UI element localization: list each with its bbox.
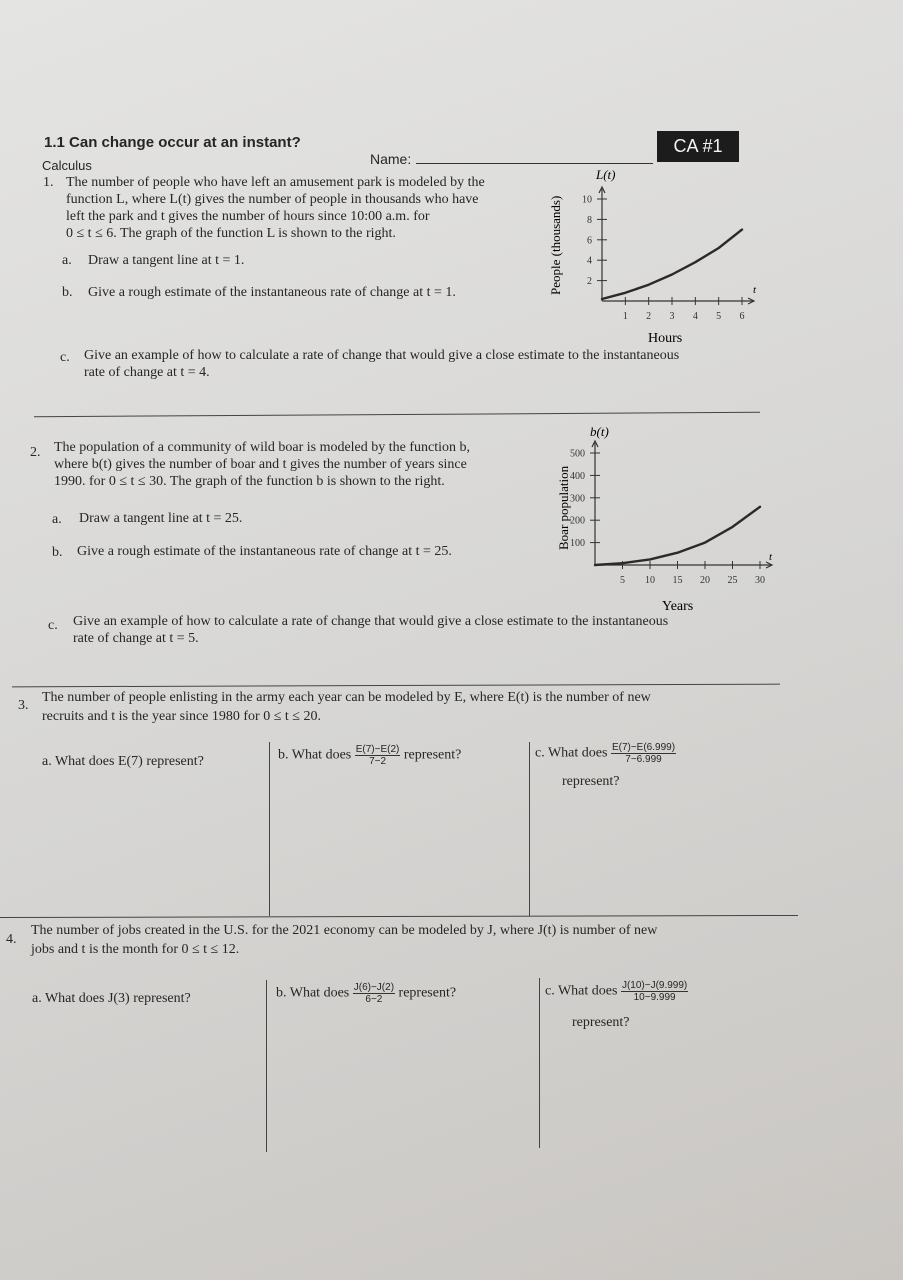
x-tick-label: 2 [646,311,652,322]
y-tick-label: 2 [587,276,592,288]
divider [34,412,760,417]
subject-label: Calculus [42,158,92,173]
q4c-pre: c. What does [545,983,618,999]
q4-number: 4. [6,932,17,947]
q4c-num: J(10)−J(9.999) [621,980,688,991]
q4c-text [545,980,688,1003]
x-tick-label: 5 [716,311,722,322]
q1c-text [84,347,784,381]
q4b-text [276,982,456,1005]
q3-prompt [42,689,782,725]
x-tick-label: 6 [739,311,745,322]
worksheet-title: 1.1 Can change occur at an instant? [44,134,301,151]
name-field-line[interactable] [416,163,653,164]
q1-prompt [66,174,536,242]
q1a-text: Draw a tangent line at t = 1. [88,253,245,268]
chart-b-ylabel: Boar population [556,465,571,550]
q2a-label: a. [52,512,62,527]
column-divider [539,978,540,1148]
q4b-den: 6−2 [365,994,383,1005]
q4a-text: a. What does J(3) represent? [32,991,191,1006]
y-tick-label: 10 [582,194,592,206]
chart-L-xvar: t [753,284,757,296]
q3c-text [535,742,676,765]
q1c-line: Give an example of how to calculate a rate of change that would give a close estimate to the instantaneous [84,348,680,363]
q1-line: function L, where L(t) gives the number of people in thousands who have [66,192,479,207]
q4b-pre: b. What does [276,985,350,1001]
q4b-fraction [353,982,395,1005]
chart-b-xvar: t [769,551,773,563]
q3b-num: E(7)−E(2) [355,744,400,755]
y-tick-label: 500 [570,448,585,460]
q4b-num: J(6)−J(2) [353,982,395,993]
q1-line: 0 ≤ t ≤ 6. The graph of the function L is shown to the right. [66,226,396,241]
q3b-den: 7−2 [369,756,387,767]
q2b-text: Give a rough estimate of the instantaneous rate of change at t = 25. [77,544,452,559]
q1-line: left the park and t gives the number of hours since 10:00 a.m. for [66,209,430,224]
y-tick-label: 300 [570,493,585,505]
x-tick-label: 1 [622,311,628,322]
q2c-line: rate of change at t = 5. [73,631,199,646]
q3b-fraction [355,744,401,767]
x-tick-label: 10 [645,575,655,586]
q4c-den: 10−9.999 [633,992,676,1003]
x-tick-label: 5 [620,575,625,586]
q4-line: jobs and t is the month for 0 ≤ t ≤ 12. [31,942,240,957]
q3c-den: 7−6.999 [625,754,662,765]
x-tick-label: 25 [727,575,738,586]
q3b-text [278,744,461,767]
x-tick-label: 3 [669,311,675,322]
q2c-text [73,613,778,647]
q3b-post: represent? [403,747,462,763]
q2-line: The population of a community of wild boar is modeled by the function b, [54,440,471,455]
y-tick-label: 100 [570,538,585,550]
q1c-line: rate of change at t = 4. [84,365,210,380]
q3c-post: represent? [562,774,620,789]
chart-L-ylabel: People (thousands) [548,195,563,295]
q2c-label: c. [48,618,58,633]
x-tick-label: 15 [672,575,683,586]
q1b-text: Give a rough estimate of the instantaneous rate of change at t = 1. [88,285,456,300]
q2-line: where b(t) gives the number of boar and t gives the number of years since [54,457,467,472]
y-tick-label: 4 [587,255,592,267]
y-tick-label: 8 [587,214,592,226]
y-tick-label: 6 [587,235,592,247]
divider [12,684,780,688]
q1b-label: b. [62,285,73,300]
q2b-label: b. [52,545,63,560]
column-divider [529,742,530,916]
y-tick-label: 200 [570,515,585,527]
chart-b [550,420,785,615]
column-divider [266,980,267,1152]
x-tick-label: 30 [755,575,765,586]
q1-line: The number of people who have left an amusement park is modeled by the [66,175,485,190]
q4b-post: represent? [398,985,457,1001]
function-curve [595,507,760,565]
q3-line: The number of people enlisting in the army each year can be modeled by E, where E(t) is the number of new [42,690,651,705]
name-label: Name: [370,151,412,167]
q4-prompt [31,922,801,958]
q1a-label: a. [62,253,72,268]
q4c-fraction [621,980,688,1003]
q3b-pre: b. What does [278,747,352,763]
q2-prompt [54,439,544,490]
chart-L-title: L(t) [596,167,616,182]
q2-line: 1990. for 0 ≤ t ≤ 30. The graph of the function b is shown to the right. [54,474,445,489]
q3c-num: E(7)−E(6.999) [611,742,676,753]
x-tick-label: 4 [692,311,698,322]
q4c-post: represent? [572,1015,630,1030]
q3c-pre: c. What does [535,745,608,761]
q3c-fraction [611,742,676,765]
q3a-text: a. What does E(7) represent? [42,754,204,769]
column-divider [269,742,270,916]
y-tick-label: 400 [570,470,585,482]
x-tick-label: 20 [700,575,710,586]
divider [0,915,798,918]
q1-number: 1. [43,175,54,190]
q3-line: recruits and t is the year since 1980 for 0 ≤ t ≤ 20. [42,709,321,724]
chart-b-xlabel: Years [662,599,694,614]
q2-number: 2. [30,445,41,460]
q2a-text: Draw a tangent line at t = 25. [79,511,243,526]
q3-number: 3. [18,698,29,713]
function-curve [602,230,742,299]
chart-b-title: b(t) [590,424,609,439]
chart-L [540,165,780,350]
assignment-badge: CA #1 [657,131,739,162]
chart-L-xlabel: Hours [648,331,683,346]
q4-line: The number of jobs created in the U.S. for the 2021 economy can be modeled by J, where J(t) is number of new [31,923,658,938]
q2c-line: Give an example of how to calculate a rate of change that would give a close estimate to the instantaneous [73,614,669,629]
q1c-label: c. [60,350,70,365]
